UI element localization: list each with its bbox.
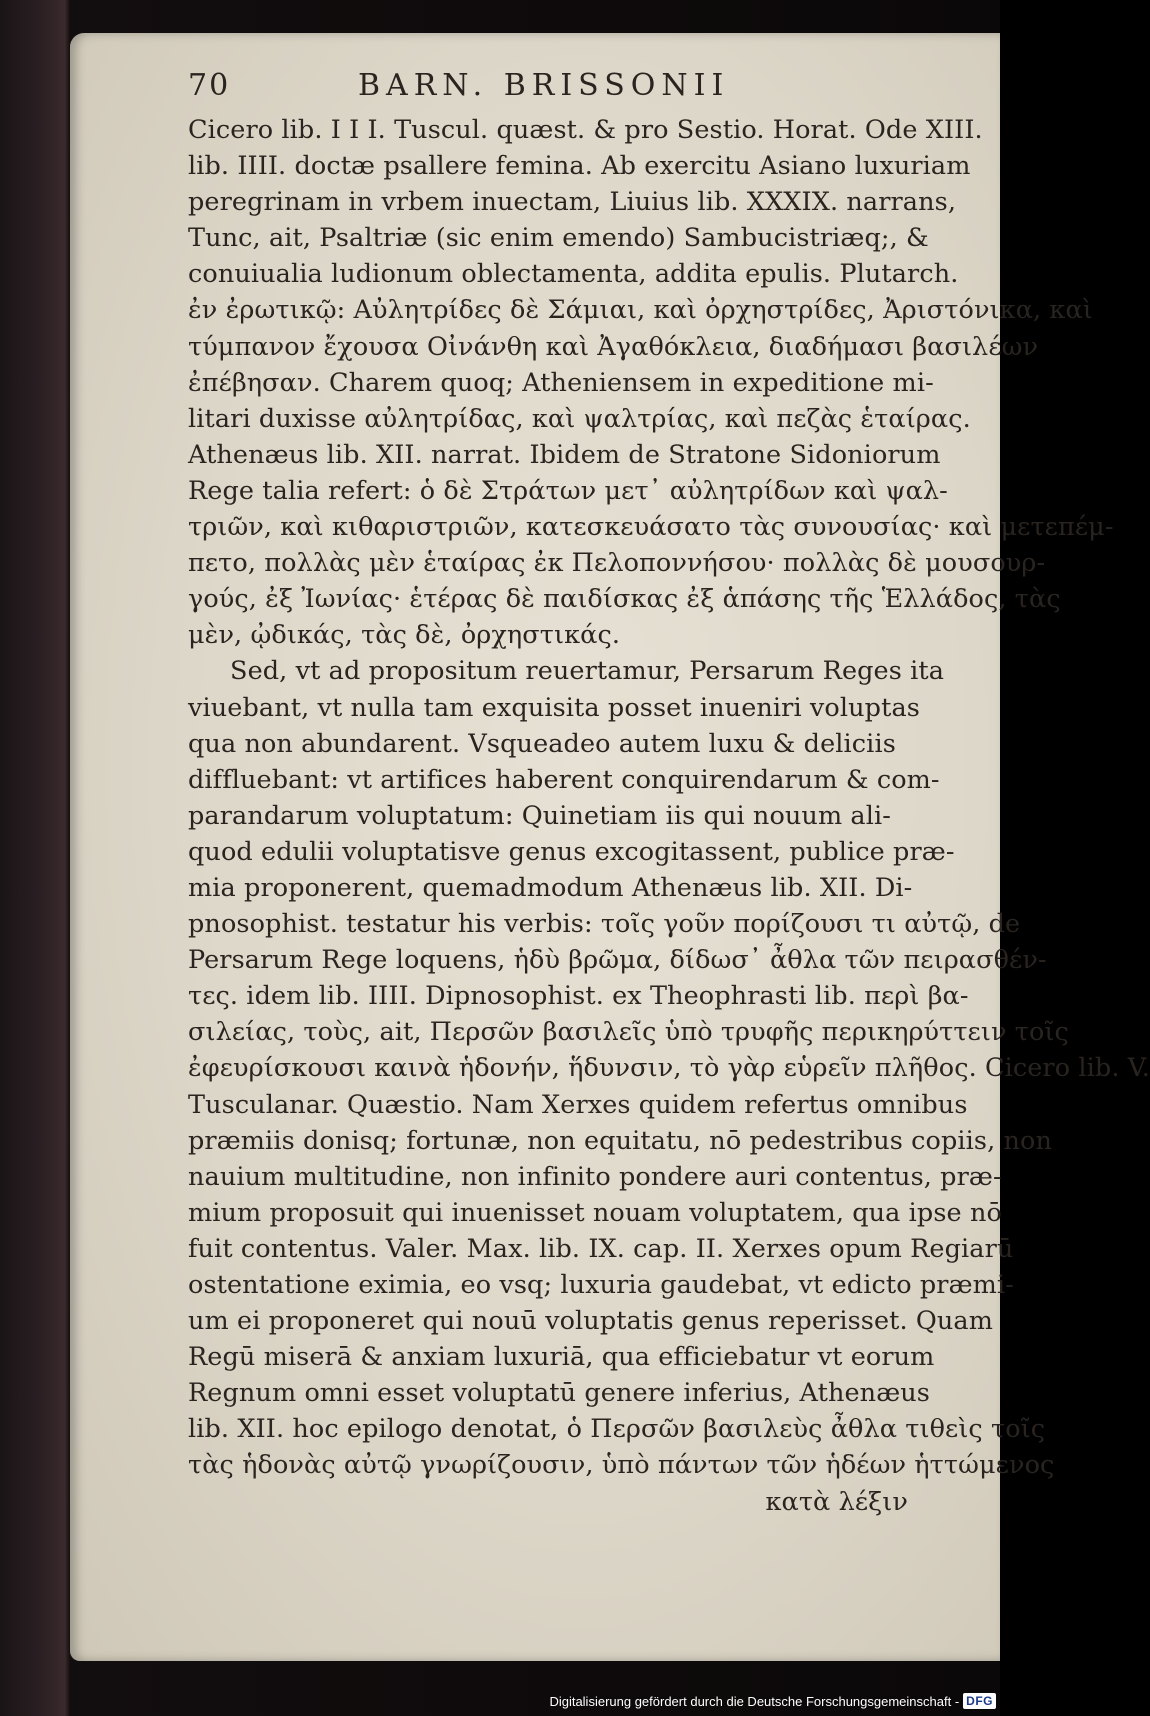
running-head: BARN. BRISSONII	[358, 68, 730, 103]
text-line: nauium multitudine, non infinito pondere auri contentus, præ-	[188, 1161, 1002, 1192]
text-line: Rege talia refert: ὁ δὲ Στράτων μετ᾽ αὐλητρίδων καὶ ψαλ-	[188, 475, 948, 506]
text-line: litari duxisse αὐλητρίδας, καὶ ψαλτρίας, καὶ πεζὰς ἑταίρας.	[188, 403, 971, 434]
text-line: Sed, vt ad propositum reuertamur, Persarum Reges ita	[230, 656, 945, 687]
text-line: Regū miserā & anxiam luxuriā, qua efficiebatur vt eorum	[188, 1342, 935, 1373]
text-line: mium proposuit qui inuenisset nouam voluptatem, qua ipse nō	[188, 1197, 1002, 1228]
text-line: quod edulii voluptatisve genus excogitassent, publice præ-	[188, 836, 955, 867]
text-line: mia proponerent, quemadmodum Athenæus lib. XII. Di-	[188, 872, 913, 903]
text-line: fuit contentus. Valer. Max. lib. IX. cap. II. Xerxes opum Regiarū	[188, 1233, 1014, 1264]
text-line: ostentatione eximia, eo vsq; luxuria gaudebat, vt edicto præmi-	[188, 1270, 1014, 1300]
text-line: ἐπέβησαν. Charem quoq; Atheniensem in expeditione mi-	[188, 367, 934, 398]
text-line: peregrinam in vrbem inuectam, Liuius lib. XXXIX. narrans,	[188, 187, 957, 218]
text-line: parandarum voluptatum: Quinetiam iis qui nouum ali-	[188, 800, 891, 831]
text-line: τριῶν, καὶ κιθαριστριῶν, κατεσκευάσατο τὰς συνουσίας· καὶ μετεπέμ-	[188, 512, 1114, 543]
text-line: τὰς ἡδονὰς αὐτῷ γνωρίζουσιν, ὑπὸ πάντων τῶν ἡδέων ἡττώμενος	[188, 1450, 1055, 1481]
dfg-logo: DFG	[963, 1693, 996, 1709]
page-text-block	[188, 62, 1150, 1520]
text-line: diffluebant: vt artifices haberent conquirendarum & com-	[188, 764, 940, 795]
page-header	[188, 62, 918, 112]
text-line: lib. IIII. doctæ psallere femina. Ab exercitu Asiano luxuriam	[188, 151, 971, 182]
footer-text: Digitalisierung gefördert durch die Deutsche Forschungsgemeinschaft -	[549, 1693, 960, 1709]
text-line: Tusculanar. Quæstio. Nam Xerxes quidem refertus omnibus	[188, 1089, 968, 1120]
text-line: τες. idem lib. IIII. Dipnosophist. ex Theophrasti lib. περὶ βα-	[188, 981, 969, 1012]
text-line: γούς, ἐξ Ἰωνίας· ἑτέρας δὲ παιδίσκας ἐξ ἁπάσης τῆς Ἑλλάδος, τὰς	[188, 584, 1061, 615]
text-line: Cicero lib. I I I. Tuscul. quæst. & pro Sestio. Horat. Ode XIII.	[188, 115, 983, 145]
text-line: σιλείας, τοὺς, ait, Περσῶν βασιλεῖς ὑπὸ τρυφῆς περικηρύττειν τοῖς	[188, 1017, 1069, 1048]
text-line: lib. XII. hoc epilogo denotat, ὁ Περσῶν βασιλεὺς ἆθλα τιθεὶς τοῖς	[188, 1414, 1046, 1445]
text-line: præmiis donisq; fortunæ, non equitatu, nō pedestribus copiis, non	[188, 1125, 1052, 1156]
text-line: Tunc, ait, Psaltriæ (sic enim emendo) Sambucistriæq;, &	[188, 223, 929, 254]
text-line: τύμπανον ἔχουσα Οἰνάνθη καὶ Ἀγαθόκλεια, διαδήμασι βασιλέων	[188, 331, 1039, 362]
text-line: um ei proponeret qui nouū voluptatis genus reperisset. Quam	[188, 1306, 994, 1337]
text-line: Persarum Rege loquens, ἡδὺ βρῶμα, δίδωσ᾽ ἆθλα τῶν πειρασθέν-	[188, 945, 1047, 976]
text-line: Athenæus lib. XII. narrat. Ibidem de Stratone Sidoniorum	[188, 439, 941, 470]
body-text	[188, 112, 1150, 1520]
catchword: κατὰ λέξιν	[765, 1486, 908, 1517]
text-line: μὲν, ᾠδικάς, τὰς δὲ, ὀρχηστικάς.	[188, 620, 621, 651]
text-line: conuiualia ludionum oblectamenta, addita epulis. Plutarch.	[188, 259, 959, 290]
text-line: ἐν ἐρωτικῷ: Αὐλητρίδες δὲ Σάμιαι, καὶ ὀρχηστρίδες, Ἀριστόνικα, καὶ	[188, 295, 1093, 326]
page-number: 70	[188, 68, 231, 103]
text-line: qua non abundarent. Vsqueadeo autem luxu & deliciis	[188, 728, 896, 759]
text-line: ἐφευρίσκουσι καινὰ ἡδονήν, ἥδυνσιν, τὸ γὰρ εὑρεῖν πλῆθος. Cicero lib. V.	[188, 1053, 1150, 1084]
footer-credit	[549, 1688, 996, 1714]
text-line: Regnum omni esset voluptatū genere inferius, Athenæus	[188, 1378, 930, 1409]
text-line: πετο, πολλὰς μὲν ἑταίρας ἐκ Πελοποννήσου· πολλὰς δὲ μουσουρ-	[188, 548, 1046, 579]
text-line: viuebant, vt nulla tam exquisita posset inueniri voluptas	[188, 692, 920, 723]
text-line: pnosophist. testatur his verbis: τοῖς γοῦν πορίζουσι τι αὐτῷ, de	[188, 909, 1021, 940]
